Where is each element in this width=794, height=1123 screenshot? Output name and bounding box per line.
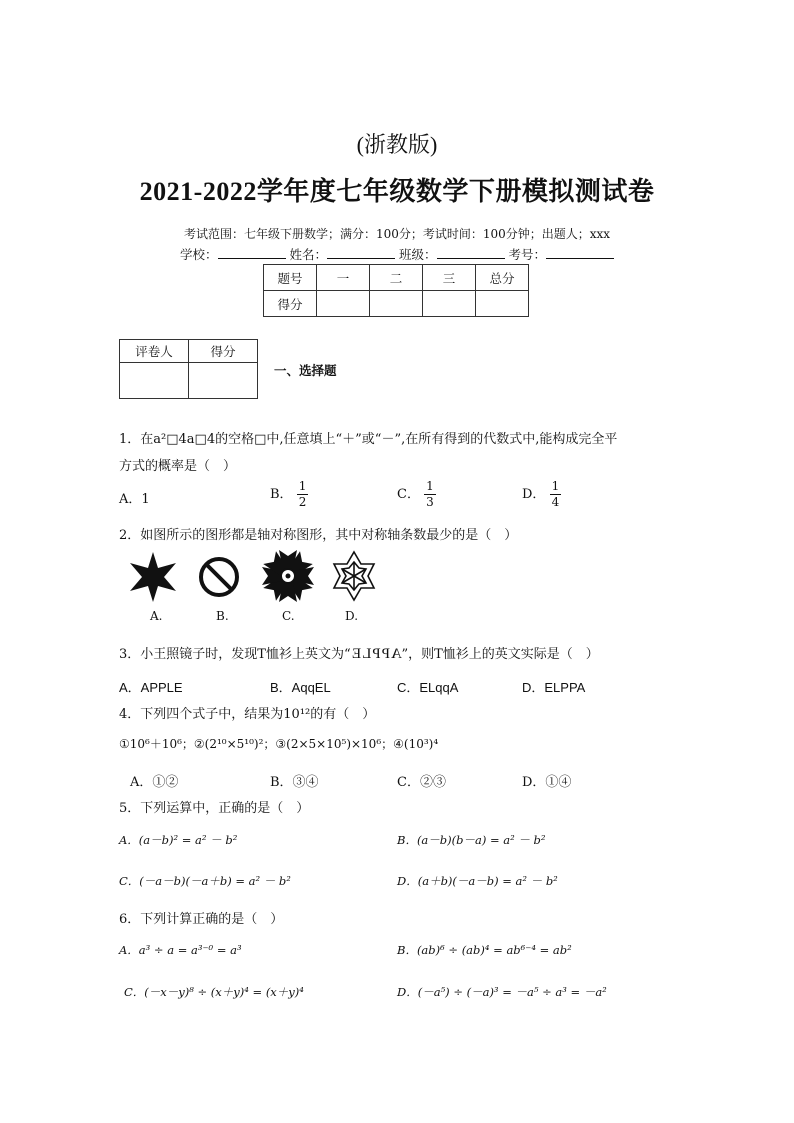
- exam-no-blank: [546, 246, 614, 259]
- school-blank: [218, 246, 286, 259]
- q5-option-a: A．(a－b)² = a² － b²: [119, 833, 238, 847]
- class-blank: [437, 246, 505, 259]
- q3-option-a: A．APPLE: [119, 680, 183, 695]
- score-cell: [317, 291, 370, 317]
- q3-option-b: B．AqqEL: [270, 680, 331, 695]
- score-table: [263, 264, 529, 317]
- fraction: [424, 479, 436, 510]
- page-title: 2021-2022学年度七年级数学下册模拟测试卷: [139, 177, 655, 206]
- q1-option-b: [270, 479, 308, 510]
- numerator: 1: [426, 479, 434, 493]
- school-label: 学校：: [179, 247, 218, 262]
- denominator: 4: [551, 495, 560, 509]
- grader-header: 评卷人: [120, 340, 189, 363]
- score-cell: [370, 291, 423, 317]
- score-table-header-row: [264, 265, 529, 291]
- q3-text-suffix: ”，则T恤衫上的英文实际是（ ）: [401, 647, 599, 662]
- question-1-line-2: 方式的概率是（ ）: [119, 459, 237, 474]
- q3-option-c: C．ELqqA: [397, 680, 459, 695]
- snowflake-figure: [328, 548, 380, 604]
- q1-option-c: [397, 479, 436, 510]
- six-point-star-figure: [124, 550, 182, 604]
- score-header-cell: 总分: [476, 265, 529, 291]
- figure-caption: C.: [282, 609, 295, 623]
- question-5: 5．下列运算中，正确的是（ ）: [119, 801, 310, 816]
- grader-score-header: 得分: [189, 340, 258, 363]
- q4-option-d: D．①④: [522, 775, 572, 790]
- option-letter: D．: [522, 487, 546, 502]
- score-header-cell: 三: [423, 265, 476, 291]
- q1-option-d: [522, 479, 561, 510]
- question-6: 6．下列计算正确的是（ ）: [119, 912, 284, 927]
- grader-table: [119, 339, 258, 399]
- figure-caption: D.: [345, 609, 359, 623]
- q4-option-c: C．②③: [397, 775, 446, 790]
- q6-option-b: B．(ab)⁶ ÷ (ab)⁴ = ab⁶⁻⁴ = ab²: [397, 943, 572, 957]
- q4-option-b: B．③④: [270, 775, 319, 790]
- q3-option-d: D．ELPPA: [522, 680, 586, 695]
- numerator: 1: [298, 479, 307, 493]
- score-cell: [476, 291, 529, 317]
- q1-option-a: A．1: [119, 492, 150, 507]
- option-letter: B．: [270, 487, 293, 502]
- name-label: 姓名：: [289, 247, 327, 262]
- figure-caption: A.: [150, 609, 163, 623]
- denominator: 2: [298, 495, 307, 509]
- flower-figure: [260, 548, 316, 604]
- fraction: [550, 479, 562, 510]
- question-2: 2．如图所示的图形都是轴对称图形，其中对称轴条数最少的是（ ）: [119, 528, 518, 543]
- fraction: [297, 479, 309, 510]
- question-4: 4．下列四个式子中，结果为10¹²的有（ ）: [119, 707, 376, 722]
- name-blank: [327, 246, 395, 259]
- q5-option-b: B．(a－b)(b－a) = a² － b²: [397, 833, 546, 847]
- score-header-cell: 二: [370, 265, 423, 291]
- q4-expressions: ①10⁶＋10⁶；②(2¹⁰×5¹⁰)²；③(2×5×10⁵)×10⁶；④(10³)⁴: [119, 737, 439, 751]
- score-table-row: [264, 291, 529, 317]
- class-label: 班级：: [398, 247, 437, 262]
- denominator: 3: [426, 495, 434, 509]
- score-row-label: 得分: [264, 291, 317, 317]
- q6-option-c: C．(－x－y)⁸ ÷ (x＋y)⁴ = (x＋y)⁴: [124, 985, 304, 999]
- question-3: [119, 643, 599, 663]
- q4-option-a: A．①②: [130, 775, 179, 790]
- student-fields: [0, 245, 794, 263]
- score-header-cell: 题号: [264, 265, 317, 291]
- q5-option-d: D．(a＋b)(－a－b) = a² － b²: [397, 874, 558, 888]
- q5-option-c: C．(－a－b)(－a＋b) = a² － b²: [119, 874, 291, 888]
- grader-score-cell: [189, 363, 258, 399]
- exam-no-label: 考号：: [508, 247, 546, 262]
- q6-option-d: D．(－a⁵) ÷ (－a)³ = －a⁵ ÷ a³ = －a²: [397, 985, 607, 999]
- q6-option-a: A．a³ ÷ a = a³⁻⁰ = a³: [119, 943, 242, 957]
- score-header-cell: 一: [317, 265, 370, 291]
- section-heading: 一、选择题: [274, 363, 337, 378]
- q3-text-prefix: 3．小王照镜子时，发现T恤衫上英文为“: [119, 647, 351, 662]
- score-cell: [423, 291, 476, 317]
- grader-cell: [120, 363, 189, 399]
- edition-label: (浙教版): [356, 132, 438, 157]
- figure-caption: B.: [216, 609, 229, 623]
- question-1-line-1: 1．在a²□4a□4的空格□中,任意填上“＋”或“－”,在所有得到的代数式中,能构成完全平: [119, 432, 618, 447]
- numerator: 1: [551, 479, 560, 493]
- option-letter: C．: [397, 487, 420, 502]
- mirrored-word: APPLE: [350, 646, 402, 662]
- exam-info: 考试范围：七年级下册数学；满分：100分；考试时间：100分钟；出题人；xxx: [183, 227, 611, 241]
- prohibition-circle-figure: [196, 553, 242, 601]
